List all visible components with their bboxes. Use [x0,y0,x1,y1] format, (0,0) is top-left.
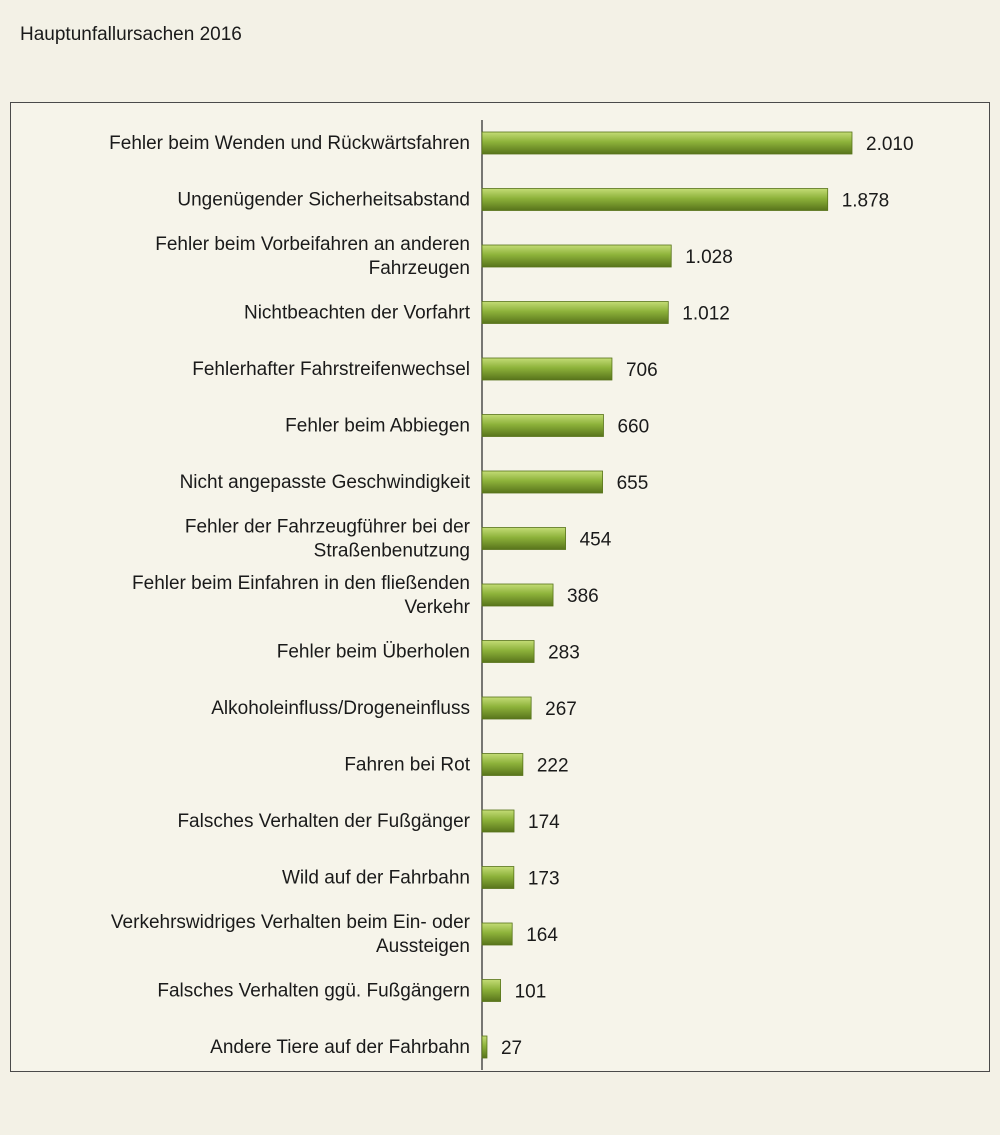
bar [482,245,671,267]
bar [482,1036,487,1058]
category-label [155,234,470,279]
category-label-line: Nicht angepasste Geschwindigkeit [179,472,470,493]
category-label-line: Fahren bei Rot [344,754,470,776]
category-label-line: Andere Tiere auf der Fahrbahn [210,1037,470,1058]
category-label [180,472,471,493]
category-label [211,698,470,719]
category-label-line: Fehler beim Überholen [276,641,470,663]
category-label [132,573,471,618]
category-label [285,416,470,437]
value-label: 174 [528,812,560,833]
value-label: 101 [514,981,547,1003]
bar [482,358,612,380]
bar [482,302,668,324]
category-label-line: Fehler beim Vorbeifahren an anderen [155,234,470,255]
bars [482,132,852,1058]
value-label: 454 [579,529,612,551]
category-label-line: Fehler beim Einfahren in den fließenden [132,573,470,594]
bar [482,641,534,663]
category-label-line: Aussteigen [375,936,470,957]
category-labels [109,133,471,1058]
category-label-line: Fehler der Fahrzeugführer bei der [184,516,470,538]
category-label-line: Straßenbenutzung [313,540,470,562]
bar [482,471,603,493]
chart-title: Hauptunfallursachen 2016 [20,24,242,45]
bar [482,980,501,1002]
value-label: 1.012 [682,303,730,325]
value-label: 222 [536,755,569,777]
value-label: 2.010 [866,134,914,155]
category-label [277,642,470,663]
category-label-line: Fehlerhafter Fahrstreifenwechsel [192,359,470,380]
category-label [177,190,470,211]
category-label-line: Fehler beim Abbiegen [285,415,470,437]
category-label [109,133,470,154]
bar [482,584,553,606]
category-label [192,359,470,380]
value-label: 283 [548,642,580,664]
bar [482,810,514,832]
bar [482,754,523,776]
bar [482,189,828,211]
value-label: 655 [616,473,649,494]
category-label [177,811,470,832]
value-label: 27 [500,1038,523,1059]
bar [482,923,512,945]
category-label-line: Nichtbeachten der Vorfahrt [243,302,470,324]
category-label [244,303,471,324]
value-label: 173 [527,868,560,890]
category-label [344,755,470,776]
category-label-line: Fehler beim Wenden und Rückwärtsfahren [109,133,470,154]
category-label-line: Verkehrswidriges Verhalten beim Ein- oder [110,912,470,933]
bar [482,697,531,719]
value-label: 660 [617,416,650,438]
value-label: 706 [625,360,658,381]
category-label-line: Verkehr [404,597,470,618]
value-label: 386 [567,586,599,607]
value-label: 164 [526,925,558,946]
value-labels [501,134,914,1059]
category-label [157,981,470,1002]
value-label: 1.028 [685,247,733,268]
category-label-line: Falsches Verhalten ggü. Fußgängern [157,980,470,1002]
category-label-line: Falsches Verhalten der Fußgänger [177,811,470,832]
bar [482,867,514,889]
bar-chart [10,102,990,1072]
bar [482,415,603,437]
category-label [282,868,470,889]
category-label-line: Wild auf der Fahrbahn [282,867,470,889]
category-label-line: Fahrzeugen [368,258,470,279]
value-label: 267 [545,699,577,720]
category-label [111,912,471,957]
category-label [185,517,471,562]
bar [482,528,566,550]
category-label [210,1037,470,1058]
value-label: 1.878 [841,190,890,212]
bar [482,132,852,154]
category-label-line: Alkoholeinfluss/Drogeneinfluss [211,698,470,719]
category-label-line: Ungenügender Sicherheitsabstand [177,189,470,211]
